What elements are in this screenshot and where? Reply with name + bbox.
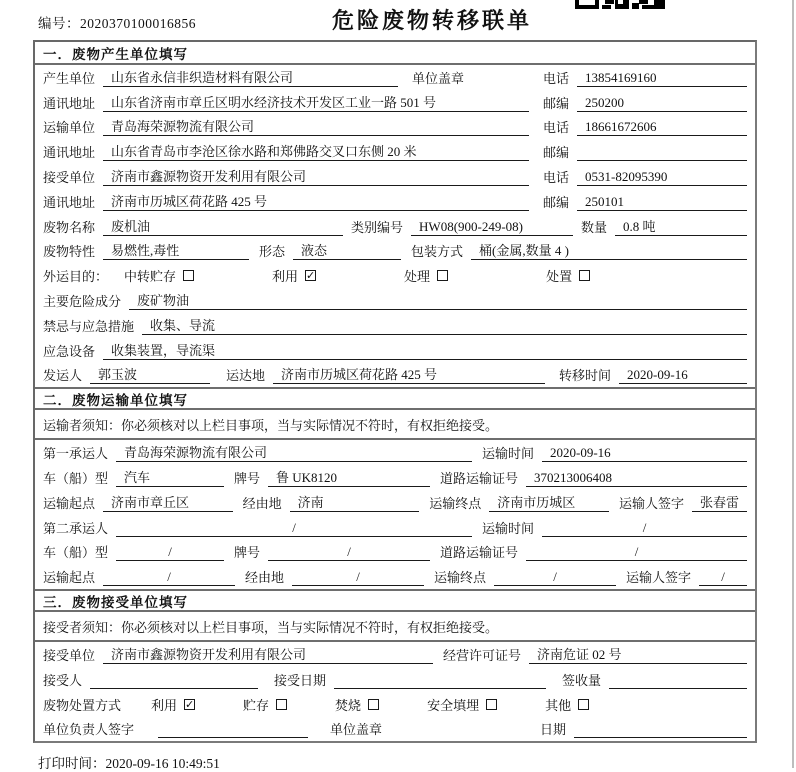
checkbox-dispose [579, 270, 590, 281]
vehicle-type-2-label: 车（船）型 [43, 545, 109, 561]
receiver-phone-value: 0531-82095390 [577, 169, 747, 186]
section1-header: 一．废物产生单位填写 [35, 42, 755, 65]
producer-zip-label: 邮编 [542, 95, 569, 111]
route-end-2-value: / [494, 569, 616, 586]
form-title: 危险废物转移联单 [332, 8, 533, 33]
route-start-2-label: 运输起点 [43, 570, 96, 586]
row-emergency-equipment [35, 338, 755, 363]
qr-code-fragment [575, 0, 667, 10]
road-permit-2-value: / [526, 544, 747, 561]
transport-time-value: 2020-09-16 [542, 445, 747, 462]
waste-quantity-value: 0.8 吨 [615, 216, 747, 236]
disposal-option [243, 695, 287, 714]
emergency-value: 收集、导流 [142, 315, 747, 335]
checkbox-transfer-storage [183, 270, 194, 281]
responsible-sign-value [158, 737, 308, 738]
disposal-option [335, 695, 379, 714]
destination-label: 运达地 [226, 368, 266, 384]
purpose-option [124, 266, 194, 285]
received-qty-value [609, 688, 747, 689]
producer-label: 产生单位 [43, 70, 96, 86]
route-via-label: 经由地 [242, 495, 282, 511]
purpose-option-label: 中转贮存 [124, 269, 177, 285]
checkbox-disposal-landfill [486, 699, 497, 710]
print-time [38, 752, 220, 772]
section2-header: 二．废物运输单位填写 [35, 387, 755, 410]
print-time-label: 打印时间： [38, 756, 106, 771]
row-disposal-method [35, 692, 755, 717]
checkbox-disposal-utilize: ✓ [185, 697, 195, 711]
license-value: 济南危证 02 号 [529, 644, 747, 664]
serial-label: 编号： [38, 16, 80, 31]
packing-label: 包装方式 [411, 244, 464, 260]
first-carrier-value: 青岛海荣源物流有限公司 [116, 442, 472, 462]
disposal-option [545, 695, 589, 714]
plate-value: 鲁 UK8120 [268, 467, 430, 487]
disposal-option-label: 贮存 [243, 697, 270, 713]
checkbox-treat [437, 270, 448, 281]
row-receiver [35, 164, 755, 189]
waste-name-label: 废物名称 [43, 219, 96, 235]
row-accept-unit [35, 642, 755, 667]
carrier-sign-2-label: 运输人签字 [626, 570, 692, 586]
destination-value: 济南市历城区荷花路 425 号 [273, 364, 545, 384]
producer-seal-label: 单位盖章 [412, 70, 465, 86]
second-carrier-label: 第二承运人 [43, 520, 109, 536]
row-waste-name [35, 214, 755, 239]
producer-value: 山东省永信非织造材料有限公司 [103, 67, 398, 87]
vehicle-type-2-value: / [116, 544, 224, 561]
route-via-value: 济南 [290, 492, 420, 512]
accept-date-label: 接受日期 [274, 672, 327, 688]
emergency-label: 禁忌与应急措施 [43, 318, 135, 334]
section3-header: 三．废物接受单位填写 [35, 589, 755, 612]
receiver-phone-label: 电话 [542, 169, 569, 185]
sign-date-value [574, 737, 747, 738]
accept-person-label: 接受人 [43, 672, 83, 688]
transport-time-label: 运输时间 [481, 446, 534, 462]
waste-form-value: 液态 [293, 240, 401, 260]
row-transporter [35, 115, 755, 140]
receiver-value: 济南市鑫源物资开发利用有限公司 [103, 166, 529, 186]
disposal-option [427, 695, 497, 714]
receiver-label: 接受单位 [43, 169, 96, 185]
disposal-option-label: 其他 [545, 697, 572, 713]
row-accept-person [35, 667, 755, 692]
carrier-sign-label: 运输人签字 [618, 495, 684, 511]
route-start-2-value: / [103, 569, 235, 586]
transporter-zip-value [577, 160, 747, 161]
equipment-label: 应急设备 [43, 343, 96, 359]
row-producer-address [35, 90, 755, 115]
carrier-sign-2-value: / [699, 569, 747, 586]
route-via-2-value: / [292, 569, 424, 586]
plate-label: 牌号 [234, 470, 261, 486]
purpose-option-label: 处置 [546, 269, 573, 285]
purpose-option [546, 266, 590, 285]
disposal-option-label: 焚烧 [335, 697, 362, 713]
producer-phone-value: 13854169160 [577, 70, 747, 87]
unit-seal-label: 单位盖章 [330, 722, 383, 738]
purpose-option-label: 处理 [404, 269, 431, 285]
waste-form-label: 形态 [259, 244, 286, 260]
accept-unit-label: 接受单位 [43, 647, 96, 663]
serial-number [38, 12, 196, 32]
transporter-zip-label: 邮编 [542, 145, 569, 161]
road-permit-value: 370213006408 [526, 470, 747, 487]
transporter-phone-label: 电话 [542, 120, 569, 136]
receiver-zip-value: 250101 [577, 194, 747, 211]
receiver-address-label: 通讯地址 [43, 194, 96, 210]
disposal-method-label: 废物处置方式 [43, 697, 122, 713]
carrier-sign-value: 张春雷 [692, 492, 747, 512]
row-second-carrier [35, 515, 755, 540]
producer-address-value: 山东省济南市章丘区明水经济技术开发区工业一路 501 号 [103, 92, 529, 112]
transporter-value: 青岛海荣源物流有限公司 [103, 116, 529, 136]
waste-category-label: 类别编号 [351, 219, 404, 235]
plate-2-value: / [268, 544, 430, 561]
received-qty-label: 签收量 [562, 672, 602, 688]
row-receiver-address [35, 189, 755, 214]
packing-value: 桶(金属,数量 4 ) [471, 240, 747, 260]
transfer-time-label: 转移时间 [559, 368, 612, 384]
disposal-option-label: 利用 [151, 697, 178, 713]
transport-time-2-label: 运输时间 [481, 520, 534, 536]
row-waste-property [35, 239, 755, 264]
row-first-carrier [35, 440, 755, 465]
waste-name-value: 废机油 [103, 216, 343, 236]
equipment-value: 收集装置，导流渠 [103, 340, 747, 360]
waste-property-label: 废物特性 [43, 244, 96, 260]
row-vehicle-1 [35, 465, 755, 490]
form-header [0, 0, 796, 36]
responsible-sign-label: 单位负责人签字 [43, 722, 135, 738]
transporter-label: 运输单位 [43, 120, 96, 136]
route-end-2-label: 运输终点 [434, 570, 487, 586]
hazard-label: 主要危险成分 [43, 293, 122, 309]
purpose-option-label: 利用 [272, 269, 299, 285]
route-end-value: 济南市历城区 [489, 492, 609, 512]
dispatcher-value: 郭玉波 [90, 364, 210, 384]
producer-zip-value: 250200 [577, 95, 747, 112]
receiver-address-value: 济南市历城区荷花路 425 号 [103, 191, 529, 211]
row-route-2 [35, 564, 755, 589]
accept-date-value [334, 688, 546, 689]
transporter-address-label: 通讯地址 [43, 145, 96, 161]
checkbox-disposal-incinerate [368, 699, 379, 710]
route-start-value: 济南市章丘区 [103, 492, 233, 512]
producer-phone-label: 电话 [542, 70, 569, 86]
transfer-time-value: 2020-09-16 [619, 367, 747, 384]
row-responsible-sign [35, 717, 755, 742]
purpose-label: 外运目的： [43, 269, 109, 285]
row-route-1 [35, 490, 755, 515]
first-carrier-label: 第一承运人 [43, 446, 109, 462]
print-time-value: 2020-09-16 10:49:51 [105, 756, 220, 771]
accept-person-value [90, 688, 258, 689]
row-vehicle-2 [35, 540, 755, 565]
receiver-zip-label: 邮编 [542, 194, 569, 210]
purpose-option [272, 266, 316, 285]
producer-address-label: 通讯地址 [43, 95, 96, 111]
route-via-2-label: 经由地 [245, 570, 285, 586]
receiver-notice: 接受者须知：你必须核对以上栏目事项，当与实际情况不符时，有权拒绝接受。 [35, 612, 755, 642]
license-label: 经营许可证号 [443, 647, 522, 663]
route-end-label: 运输终点 [429, 495, 482, 511]
dispatcher-label: 发运人 [43, 368, 83, 384]
checkbox-disposal-other [578, 699, 589, 710]
serial-value: 2020370100016856 [80, 16, 196, 31]
second-carrier-value: / [116, 520, 472, 537]
road-permit-label: 道路运输证号 [440, 470, 519, 486]
row-producer [35, 65, 755, 90]
row-transfer-purpose [35, 263, 755, 288]
row-transporter-address [35, 139, 755, 164]
transfer-form [33, 40, 757, 743]
purpose-option [404, 266, 448, 285]
transporter-address-value: 山东省青岛市李沧区徐水路和郑佛路交叉口东侧 20 米 [103, 141, 529, 161]
sign-date-label: 日期 [540, 722, 567, 738]
disposal-option-label: 安全填埋 [427, 697, 480, 713]
transporter-phone-value: 18661672606 [577, 119, 747, 136]
disposal-option [151, 695, 195, 714]
row-emergency-measures [35, 313, 755, 338]
checkbox-utilize: ✓ [306, 269, 316, 283]
vehicle-type-label: 车（船）型 [43, 470, 109, 486]
waste-category-value: HW08(900-249-08) [411, 219, 573, 236]
hazard-value: 废矿物油 [129, 290, 747, 310]
accept-unit-value: 济南市鑫源物资开发利用有限公司 [103, 644, 433, 664]
transporter-notice: 运输者须知：你必须核对以上栏目事项，当与实际情况不符时，有权拒绝接受。 [35, 410, 755, 440]
page-edge [792, 0, 794, 768]
transport-time-2-value: / [542, 520, 747, 537]
road-permit-2-label: 道路运输证号 [440, 545, 519, 561]
vehicle-type-value: 汽车 [116, 467, 224, 487]
row-dispatch [35, 363, 755, 388]
row-hazard-component [35, 288, 755, 313]
plate-2-label: 牌号 [234, 545, 261, 561]
route-start-label: 运输起点 [43, 495, 96, 511]
checkbox-disposal-storage [276, 699, 287, 710]
waste-quantity-label: 数量 [581, 219, 608, 235]
waste-property-value: 易燃性,毒性 [103, 240, 249, 260]
